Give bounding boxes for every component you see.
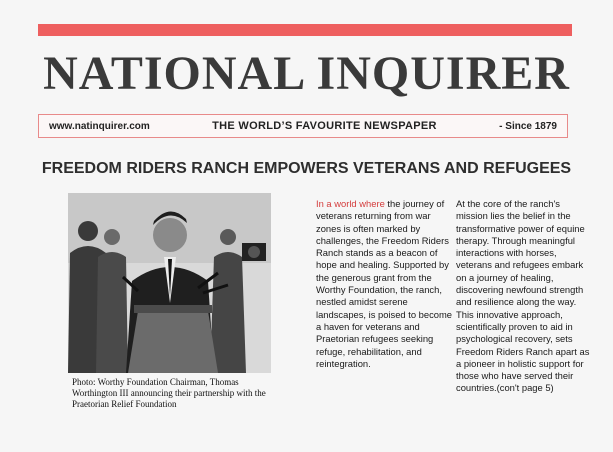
lead-in-text: In a world where xyxy=(316,198,385,209)
article-column-1 xyxy=(316,198,456,370)
photo-caption: Photo: Worthy Foundation Chairman, Thomas Worthington III announcing their partnership with the Praetorian Relief Foundation xyxy=(72,377,266,409)
top-accent-rule xyxy=(38,24,572,36)
tagline: THE WORLD’S FAVOURITE NEWSPAPER xyxy=(212,120,437,132)
since-year: - Since 1879 xyxy=(499,120,557,132)
masthead-title: NATIONAL INQUIRER xyxy=(43,47,570,100)
article-headline: FREEDOM RIDERS RANCH EMPOWERS VETERANS AND REFUGEES xyxy=(41,160,572,177)
press-conference-illustration xyxy=(68,193,271,373)
website-url[interactable]: www.natinquirer.com xyxy=(49,120,150,132)
column-1-text: the journey of veterans returning from war zones is often marked by challenges, the Freedom Riders Ranch stands as a beacon of hope and healing. Supported by the generous grant from the Worthy Foundation, the ranch, nestled amidst serene landscapes, is poised to become a haven for veterans and Praetorian refugees seeking refuge, rehabilitation, and reintegration. xyxy=(316,198,453,369)
article-photo xyxy=(68,193,271,373)
masthead-info-bar xyxy=(38,114,568,138)
article-column-2: At the core of the ranch's mission lies the belief in the transformative power of equine therapy. Through meaningful interactions with horses, veterans and refugees embark on a journey of healing, discovering newfound strength and resilience along the way. This innovative approach, scientifically proven to aid in psychological recovery, sets Freedom Riders Ranch apart as a pioneer in holistic support for those who have served their countries.(con't page 5) xyxy=(456,198,590,394)
